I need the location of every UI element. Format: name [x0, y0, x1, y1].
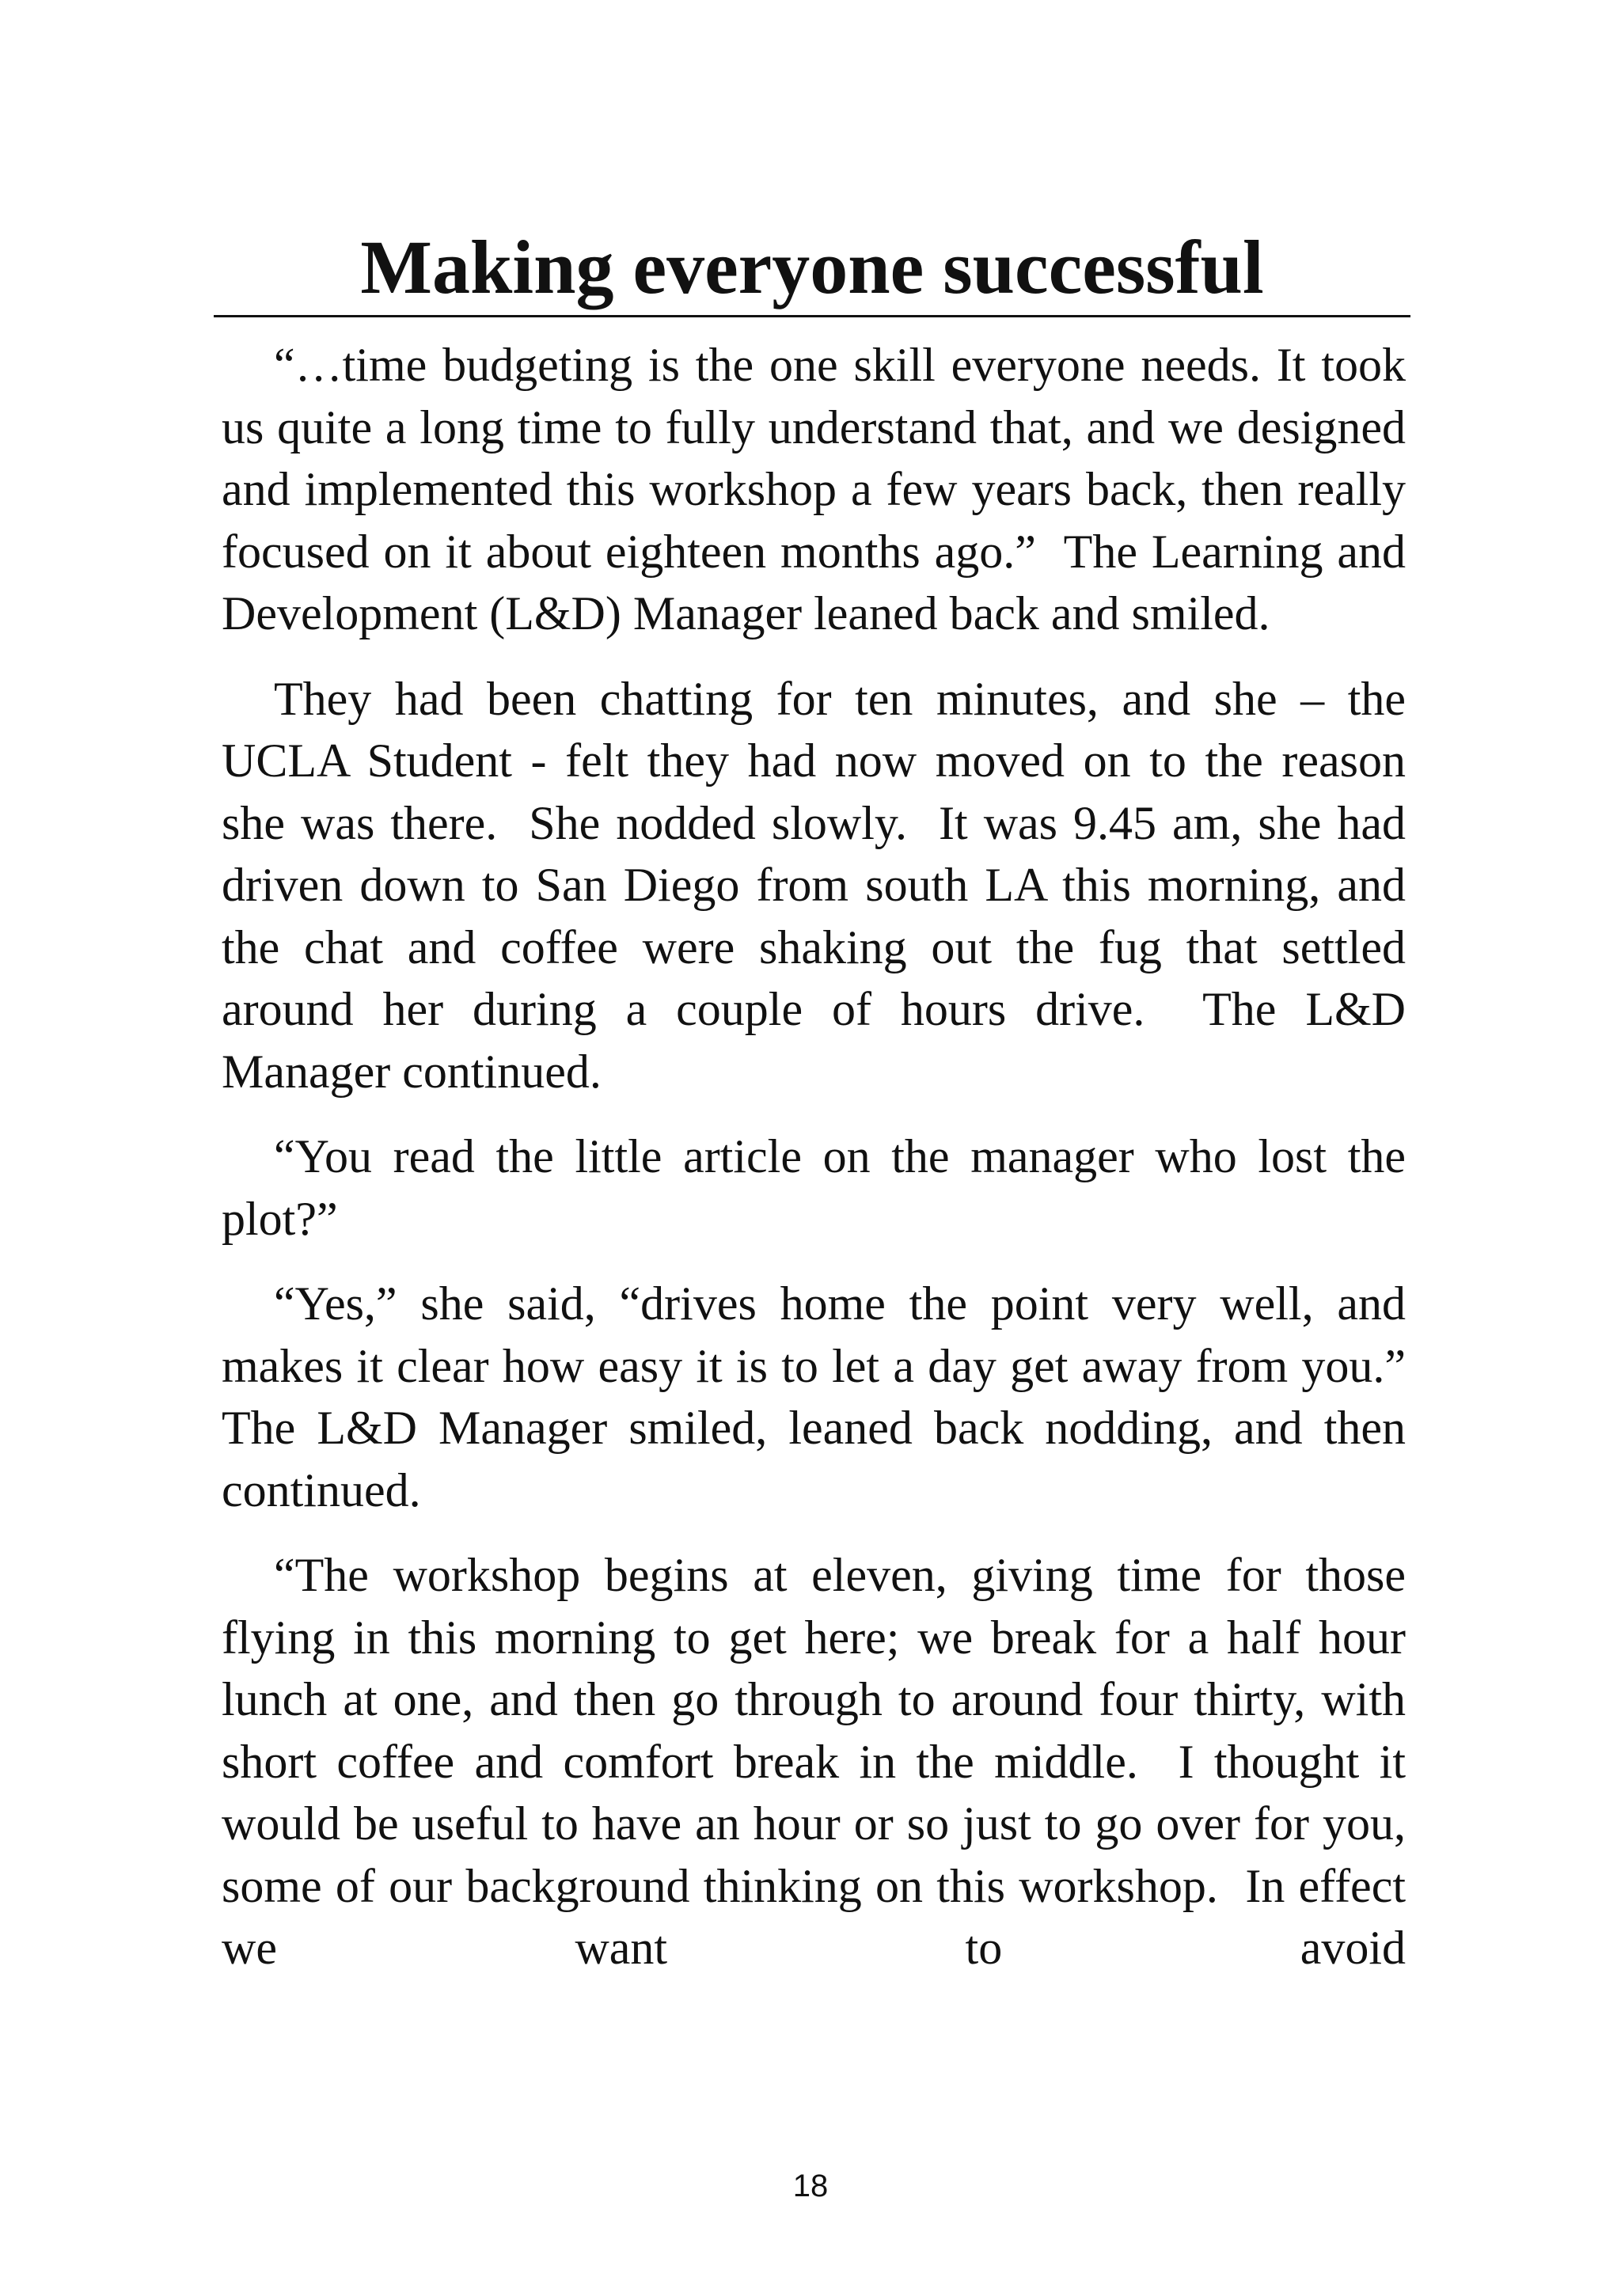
- chapter-title: Making everyone successful: [360, 225, 1264, 309]
- paragraph: “You read the little article on the manager who lost the plot?”: [222, 1130, 1418, 1245]
- paragraph: “The workshop begins at eleven, giving time for those flying in this morning to get here; we break for a half hour lunch at one, and then go through to around four thirty, with short coffee and comfort break in the middle. I thought it would be useful to have an hour or so just to go over for you, some of our background thinking on this workshop. In effect we want to avoid: [222, 1549, 1418, 1974]
- body-text: [222, 334, 1429, 1979]
- page-number: 18: [792, 2169, 829, 2203]
- paragraph: They had been chatting for ten minutes, and she – the UCLA Student - felt they had now moved on to the reason she was there. She nodded slowly. It was 9.45 am, she had driven down to San Diego from south LA this morning, and the chat and coffee were shaking out the fug that settled around her during a couple of hours drive. The L&D Manager continued.: [222, 672, 1418, 1098]
- paragraph: “Yes,” she said, “drives home the point very well, and makes it clear how easy it is to let a day get away from you.” The L&D Manager smiled, leaned back nodding, and then continued.: [222, 1277, 1429, 1516]
- paragraph: “…time budgeting is the one skill everyone needs. It took us quite a long time to fully understand that, and we designed and implemented this workshop a few years back, then really focused on it about eighteen months ago.” The Learning and Development (L&D) Manager leaned back and smiled.: [222, 339, 1418, 639]
- title-underline: [214, 315, 1410, 317]
